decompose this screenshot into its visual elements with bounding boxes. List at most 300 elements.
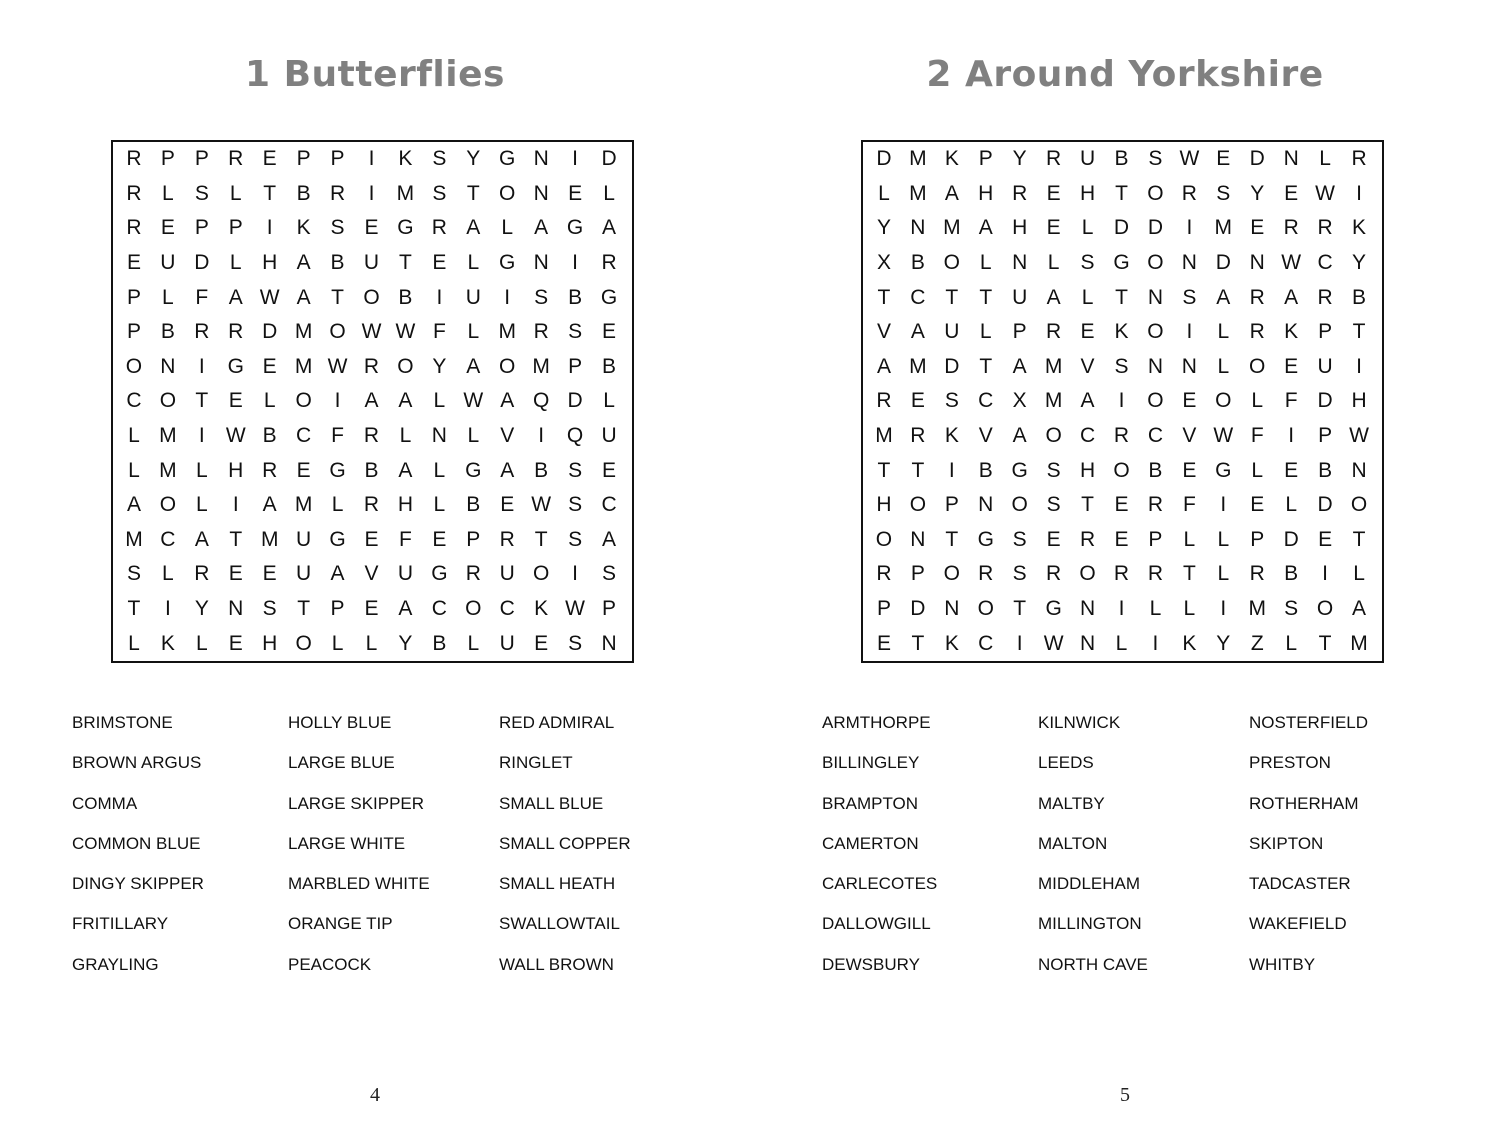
word-list-item: SMALL BLUE (499, 793, 604, 813)
grid-letter: L (878, 181, 890, 205)
grid-letter: A (978, 216, 993, 240)
grid-letter: L (433, 389, 446, 413)
grid-letter: O (1011, 493, 1028, 517)
grid-letter: S (126, 562, 141, 586)
grid-letter: B (602, 354, 617, 378)
grid-letter: L (1285, 631, 1297, 655)
grid-letter: T (1182, 562, 1196, 586)
grid-letter: P (160, 147, 175, 171)
grid-letter: U (499, 562, 515, 586)
grid-letter: G (397, 216, 414, 240)
word-list-item: SMALL HEATH (499, 874, 616, 894)
grid-letter: L (128, 631, 140, 655)
grid-letter: R (194, 562, 210, 586)
grid-letter: E (602, 458, 617, 482)
grid-letter: M (1214, 216, 1233, 240)
grid-letter: D (1317, 389, 1333, 413)
grid-letter: T (979, 285, 993, 309)
grid-letter: M (294, 354, 313, 378)
grid-letter: R (1181, 181, 1197, 205)
grid-letter: T (297, 597, 311, 621)
grid-letter: N (1249, 251, 1265, 275)
grid-letter: B (978, 458, 993, 482)
word-list-item: GRAYLING (72, 954, 159, 974)
grid-letter: N (978, 493, 994, 517)
grid-letter: L (1353, 562, 1365, 586)
grid-letter: P (466, 527, 481, 551)
grid-letter: R (1351, 147, 1367, 171)
word-list-item: MALTON (1038, 833, 1108, 853)
grid-letter: E (602, 320, 617, 344)
grid-letter: T (466, 181, 480, 205)
grid-letter: I (504, 285, 511, 309)
grid-letter: E (1250, 216, 1265, 240)
grid-letter: S (1012, 562, 1027, 586)
grid-letter: O (1350, 493, 1368, 517)
grid-letter: F (1250, 424, 1264, 448)
grid-letter: K (534, 597, 549, 621)
grid-letter: V (500, 424, 515, 448)
word-list-item: BROWN ARGUS (72, 753, 202, 773)
grid-letter: B (1318, 458, 1333, 482)
grid-letter: M (875, 424, 893, 448)
grid-letter: M (1350, 631, 1368, 655)
grid-letter: O (1249, 354, 1266, 378)
grid-letter: I (266, 216, 273, 240)
grid-letter: I (1220, 493, 1227, 517)
grid-letter: T (331, 285, 344, 309)
grid-letter: B (160, 320, 175, 344)
grid-letter: E (262, 354, 277, 378)
grid-letter: E (500, 493, 515, 517)
word-list-item: LARGE BLUE (288, 753, 395, 773)
grid-letter: D (1215, 251, 1231, 275)
grid-letter: R (126, 147, 142, 171)
grid-letter: A (126, 493, 141, 517)
grid-letter: S (262, 597, 277, 621)
word-list-item: WHITBY (1249, 954, 1316, 974)
word-list-item: CAMERTON (822, 833, 919, 853)
puzzle-title: 1 Butterflies (245, 54, 505, 95)
grid-letter: O (532, 562, 550, 586)
word-list-item: PRESTON (1249, 753, 1331, 773)
grid-letter: R (126, 216, 142, 240)
grid-letter: E (228, 631, 243, 655)
grid-letter: V (1080, 354, 1095, 378)
grid-letter: K (944, 424, 959, 448)
grid-letter: R (1113, 562, 1130, 586)
grid-letter: R (1046, 562, 1062, 586)
grid-letter: B (1284, 562, 1299, 586)
grid-letter: C (431, 597, 447, 621)
grid-letter: L (1115, 631, 1128, 655)
grid-letter: L (365, 631, 378, 655)
grid-letter: L (1081, 216, 1094, 240)
grid-letter: D (567, 389, 583, 413)
grid-letter: B (466, 493, 481, 517)
grid-letter: L (1149, 597, 1162, 621)
grid-letter: A (466, 216, 481, 240)
grid-letter: I (572, 562, 579, 586)
grid-letter: I (1186, 320, 1193, 344)
grid-letter: A (398, 597, 413, 621)
grid-letter: L (263, 389, 276, 413)
grid-letter: I (334, 389, 341, 413)
word-list-item: MILLINGTON (1038, 914, 1142, 934)
grid-letter: S (534, 285, 549, 309)
grid-letter: M (294, 493, 313, 517)
grid-letter: R (533, 320, 549, 344)
grid-letter: O (159, 389, 177, 413)
grid-letter: L (979, 251, 992, 275)
grid-letter: E (1182, 458, 1197, 482)
grid-letter: E (1284, 181, 1299, 205)
grid-letter: R (1046, 320, 1062, 344)
grid-letter: L (1285, 493, 1297, 517)
grid-letter: L (229, 251, 242, 275)
grid-letter: T (979, 354, 993, 378)
grid-letter: R (1147, 493, 1163, 517)
grid-letter: N (1181, 354, 1197, 378)
grid-letter: Y (1216, 631, 1231, 655)
word-list-item: ROTHERHAM (1249, 793, 1359, 813)
word-list-item: PEACOCK (288, 954, 372, 974)
grid-letter: I (538, 424, 545, 448)
grid-letter: Y (876, 216, 891, 240)
grid-letter: T (911, 631, 925, 655)
grid-letter: M (396, 181, 415, 205)
word-list-item: MALTBY (1038, 793, 1105, 813)
grid-letter: R (262, 458, 278, 482)
grid-letter: H (1079, 458, 1096, 482)
grid-letter: P (910, 562, 925, 586)
grid-letter: P (1318, 424, 1333, 448)
grid-letter: S (330, 216, 345, 240)
grid-letter: T (1318, 631, 1332, 655)
grid-letter: A (1046, 285, 1061, 309)
grid-letter: S (1148, 147, 1163, 171)
grid-letter: A (602, 527, 617, 551)
grid-letter: O (1215, 389, 1232, 413)
grid-letter: E (1114, 493, 1129, 517)
grid-letter: U (1317, 354, 1333, 378)
grid-letter: L (128, 424, 140, 448)
grid-letter: U (601, 424, 617, 448)
grid-letter: L (1081, 285, 1094, 309)
grid-letter: P (126, 320, 141, 344)
grid-letter: L (467, 631, 480, 655)
grid-letter: S (1046, 493, 1061, 517)
grid-letter: G (227, 354, 244, 378)
grid-letter: O (499, 354, 516, 378)
grid-letter: U (499, 631, 515, 655)
grid-letter: E (1250, 493, 1265, 517)
grid-letter: T (1081, 493, 1094, 517)
grid-letter: B (1352, 285, 1367, 309)
grid-letter: T (945, 527, 959, 551)
grid-letter: R (876, 562, 892, 586)
grid-letter: E (1114, 527, 1129, 551)
grid-letter: G (977, 527, 994, 551)
grid-letter: L (1217, 527, 1230, 551)
grid-letter: U (1012, 285, 1028, 309)
grid-letter: R (228, 147, 244, 171)
grid-letter: I (1220, 597, 1227, 621)
grid-letter: P (194, 147, 209, 171)
grid-letter: N (1012, 251, 1028, 275)
grid-letter: R (431, 216, 447, 240)
grid-letter: W (531, 493, 552, 517)
grid-letter: M (294, 320, 313, 344)
grid-letter: I (164, 597, 171, 621)
grid-letter: O (465, 597, 482, 621)
grid-letter: I (572, 147, 579, 171)
grid-letter: I (198, 354, 205, 378)
grid-letter: L (467, 251, 480, 275)
grid-letter: R (876, 389, 892, 413)
grid-letter: K (160, 631, 175, 655)
grid-letter: S (1216, 181, 1231, 205)
grid-letter: E (1080, 320, 1095, 344)
grid-letter: S (568, 631, 583, 655)
grid-letter: B (398, 285, 413, 309)
grid-letter: P (602, 597, 617, 621)
grid-letter: W (327, 354, 348, 378)
grid-letter: O (909, 493, 927, 517)
grid-letter: B (1114, 147, 1129, 171)
word-list-item: DEWSBURY (822, 954, 920, 974)
grid-letter: A (602, 216, 617, 240)
word-list-item: ARMTHORPE (822, 713, 931, 732)
grid-letter: R (1012, 181, 1028, 205)
grid-letter: E (534, 631, 549, 655)
grid-letter: B (296, 181, 311, 205)
grid-letter: F (1182, 493, 1196, 517)
word-list-item: DALLOWGILL (822, 914, 931, 934)
grid-letter: M (532, 354, 550, 378)
grid-letter: P (126, 285, 141, 309)
word-list-item: LEEDS (1038, 753, 1094, 773)
grid-letter: E (364, 527, 379, 551)
grid-letter: A (1012, 354, 1027, 378)
grid-letter: D (876, 147, 892, 171)
grid-letter: L (195, 458, 208, 482)
grid-letter: L (1217, 320, 1230, 344)
grid-letter: L (128, 458, 140, 482)
word-list-item: FRITILLARY (72, 914, 169, 934)
grid-letter: M (909, 181, 927, 205)
grid-letter: R (1046, 147, 1062, 171)
grid-letter: Y (1012, 147, 1027, 171)
grid-letter: R (329, 181, 346, 205)
grid-letter: N (533, 147, 549, 171)
grid-letter: D (194, 251, 210, 275)
grid-letter: A (534, 216, 549, 240)
grid-letter: O (1045, 424, 1062, 448)
grid-letter: N (1181, 251, 1197, 275)
word-list-item: MARBLED WHITE (288, 874, 430, 894)
grid-letter: L (603, 389, 615, 413)
word-list-item: BILLINGLEY (822, 753, 920, 773)
grid-letter: T (1115, 285, 1128, 309)
grid-letter: R (1249, 562, 1265, 586)
grid-letter: R (978, 562, 994, 586)
grid-letter: E (160, 216, 175, 240)
grid-letter: N (1079, 631, 1096, 655)
grid-letter: T (127, 597, 141, 621)
grid-letter: U (296, 562, 312, 586)
grid-letter: E (364, 216, 379, 240)
word-list-item: BRAMPTON (822, 793, 919, 813)
grid-letter: O (397, 354, 414, 378)
grid-letter: O (1147, 251, 1164, 275)
page-number: 4 (370, 1084, 380, 1106)
grid-letter: M (125, 527, 143, 551)
grid-letter: M (498, 320, 516, 344)
grid-letter: I (1016, 631, 1023, 655)
grid-letter: I (1356, 354, 1362, 378)
grid-letter: H (262, 251, 278, 275)
grid-letter: L (331, 493, 344, 517)
grid-letter: Y (194, 597, 209, 621)
puzzle-title: 2 Around Yorkshire (926, 54, 1324, 95)
grid-letter: W (1213, 424, 1234, 448)
grid-letter: S (1182, 285, 1197, 309)
word-list-item: COMMON BLUE (72, 833, 201, 853)
grid-letter: L (162, 562, 174, 586)
grid-letter: P (1148, 527, 1163, 551)
grid-letter: L (433, 493, 446, 517)
grid-letter: H (978, 181, 994, 205)
grid-letter: O (875, 527, 893, 551)
grid-letter: W (259, 285, 280, 309)
grid-letter: T (877, 458, 891, 482)
grid-letter: N (910, 527, 926, 551)
word-list-item: LARGE SKIPPER (288, 793, 425, 813)
grid-letter: D (1317, 493, 1333, 517)
word-list-item: ORANGE TIP (288, 914, 393, 934)
word-list-item: KILNWICK (1038, 713, 1121, 732)
grid-letter: U (944, 320, 960, 344)
word-list-item: RED ADMIRAL (499, 713, 615, 732)
word-list-item: HOLLY BLUE (288, 713, 392, 732)
grid-letter: A (398, 458, 413, 482)
grid-letter: A (296, 251, 311, 275)
grid-letter: C (160, 527, 176, 551)
grid-letter: B (330, 251, 345, 275)
grid-letter: T (945, 285, 959, 309)
grid-letter: D (1113, 216, 1130, 240)
grid-letter: U (397, 562, 413, 586)
grid-letter: F (399, 527, 412, 551)
grid-letter: L (603, 181, 615, 205)
grid-letter: R (1079, 527, 1096, 551)
grid-letter: A (944, 181, 959, 205)
grid-letter: S (1046, 458, 1061, 482)
grid-letter: T (399, 251, 412, 275)
grid-letter: A (1352, 597, 1367, 621)
grid-letter: A (876, 354, 891, 378)
grid-letter: S (1012, 527, 1027, 551)
grid-letter: H (397, 493, 413, 517)
grid-letter: L (195, 631, 208, 655)
grid-letter: R (363, 354, 380, 378)
grid-letter: L (501, 216, 514, 240)
grid-letter: E (126, 251, 141, 275)
grid-letter: L (1217, 354, 1230, 378)
grid-letter: H (262, 631, 278, 655)
grid-letter: K (1284, 320, 1299, 344)
grid-letter: F (331, 424, 344, 448)
grid-letter: D (944, 354, 960, 378)
grid-letter: P (296, 147, 311, 171)
grid-letter: L (1217, 562, 1230, 586)
grid-letter: I (1356, 181, 1362, 205)
grid-letter: O (295, 389, 312, 413)
grid-letter: L (162, 181, 174, 205)
grid-letter: L (1183, 597, 1196, 621)
grid-letter: E (1046, 216, 1061, 240)
grid-letter: Q (566, 424, 584, 448)
grid-letter: G (499, 251, 516, 275)
grid-letter: M (909, 147, 927, 171)
grid-letter: G (566, 216, 584, 240)
grid-letter: N (1147, 354, 1163, 378)
grid-letter: L (467, 424, 480, 448)
grid-letter: E (568, 181, 583, 205)
grid-letter: L (467, 320, 480, 344)
grid-letter: I (232, 493, 239, 517)
grid-letter: E (1046, 181, 1061, 205)
grid-letter: F (195, 285, 209, 309)
grid-letter: L (979, 320, 992, 344)
grid-letter: P (944, 493, 959, 517)
grid-letter: Y (1352, 251, 1367, 275)
grid-letter: P (1012, 320, 1027, 344)
grid-letter: P (194, 216, 209, 240)
grid-letter: G (1215, 458, 1232, 482)
grid-letter: R (1249, 285, 1265, 309)
letter-grid (861, 140, 1384, 663)
grid-letter: T (911, 458, 925, 482)
grid-letter: I (198, 424, 205, 448)
word-list-item: NOSTERFIELD (1249, 713, 1369, 732)
grid-letter: U (1079, 147, 1096, 171)
grid-letter: O (159, 493, 177, 517)
grid-letter: O (1147, 320, 1164, 344)
grid-letter: L (1047, 251, 1060, 275)
grid-letter: G (499, 147, 516, 171)
grid-letter: A (1284, 285, 1299, 309)
grid-letter: G (1011, 458, 1028, 482)
grid-letter: A (466, 354, 481, 378)
grid-letter: K (296, 216, 311, 240)
grid-letter: S (568, 493, 583, 517)
grid-letter: Q (532, 389, 550, 413)
grid-letter: R (363, 424, 380, 448)
grid-letter: R (1283, 216, 1299, 240)
grid-letter: B (262, 424, 277, 448)
grid-letter: E (262, 147, 277, 171)
word-list-item: MIDDLEHAM (1038, 874, 1141, 894)
grid-letter: I (948, 458, 955, 482)
grid-letter: E (1284, 354, 1299, 378)
grid-letter: O (1079, 562, 1096, 586)
grid-letter: X (1012, 389, 1027, 413)
grid-letter: B (534, 458, 549, 482)
grid-letter: G (600, 285, 618, 309)
grid-letter: I (436, 285, 443, 309)
